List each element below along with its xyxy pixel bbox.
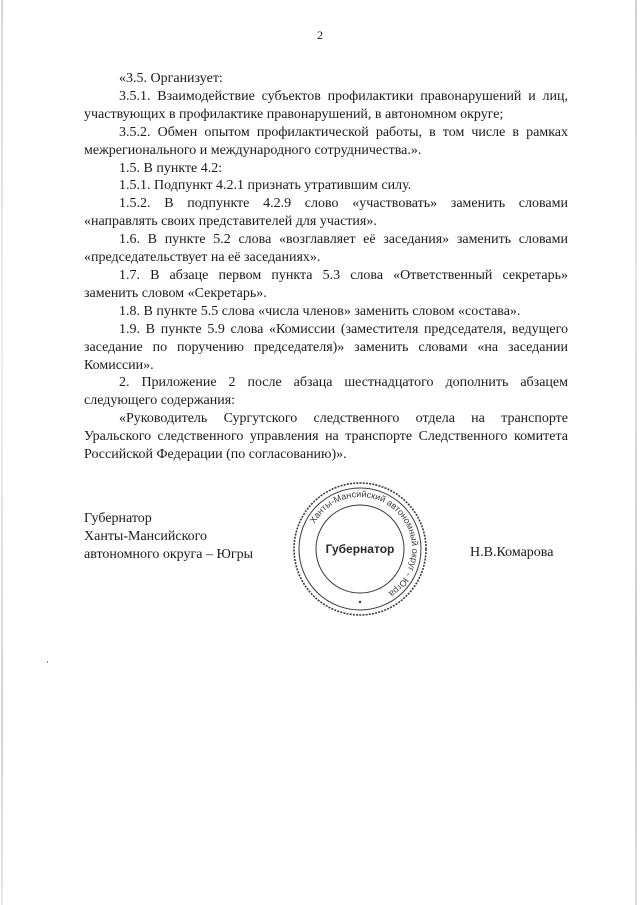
- paragraph-1-5-1: 1.5.1. Подпункт 4.2.1 признать утратившим силу.: [119, 178, 412, 194]
- paragraph-1-6: 1.6. В пункте 5.2 слова «возглавляет её заседания» заменить словами «председательствует на её заседаниях».: [84, 232, 568, 266]
- paragraph-quote: «Руководитель Сургутского следственного отдела на транспорте Уральского следственного управления на транспорте Следственного комитета Российской Федерации (по согласованию)».: [84, 411, 568, 463]
- paragraph-1-5: 1.5. В пункте 4.2:: [119, 160, 223, 176]
- scan-edge-left: [1, 0, 3, 905]
- paragraph-1-8: 1.8. В пункте 5.5 слова «числа членов» заменить словом «состава».: [119, 303, 521, 319]
- signatory-title: [84, 510, 253, 564]
- paragraph-3-5: «3.5. Организует:: [119, 71, 223, 86]
- signatory-title-line-1: Губернатор: [84, 511, 152, 526]
- paragraph-1-7: 1.7. В абзаце первом пункта 5.3 слова «Ответственный секретарь» заменить словом «Секретарь».: [84, 267, 568, 301]
- seal-center-text: Губернатор: [325, 542, 395, 556]
- seal-dot: [359, 601, 361, 603]
- document-body: [84, 70, 568, 464]
- paragraph-3-5-1: 3.5.1. Взаимодействие субъектов профилактики правонарушений и лиц, участвующих в профилактике правонарушений, в автономном округе;: [84, 88, 568, 122]
- paragraph-3-5-2: 3.5.2. Обмен опытом профилактической работы, в том числе в рамках межрегионального и международного сотрудничества.».: [84, 124, 568, 158]
- signatory-title-line-2: Ханты-Мансийского: [84, 528, 208, 544]
- paragraph-2: 2. Приложение 2 после абзаца шестнадцатого дополнить абзацем следующего содержания:: [84, 375, 568, 409]
- signatory-title-line-3: автономного округа – Югры: [84, 546, 253, 562]
- seal-graphic: [291, 480, 429, 618]
- signer-name: Н.В.Комарова: [470, 545, 554, 560]
- scan-speck: [47, 661, 48, 663]
- official-seal: [291, 480, 429, 618]
- scan-edge-right: [635, 0, 637, 905]
- seal-ring-text: Ханты-Мансийский автономный округ - Югра: [307, 488, 421, 600]
- paragraph-1-9: 1.9. В пункте 5.9 слова «Комиссии (заместителя председателя, ведущего заседание по поручению председателя)» заменить словами «на заседании Комиссии».: [84, 321, 568, 373]
- paragraph-1-5-2: 1.5.2. В подпункте 4.2.9 слово «участвовать» заменить словами «направлять своих представителей для участия».: [84, 196, 568, 230]
- page-number: 2: [317, 28, 323, 42]
